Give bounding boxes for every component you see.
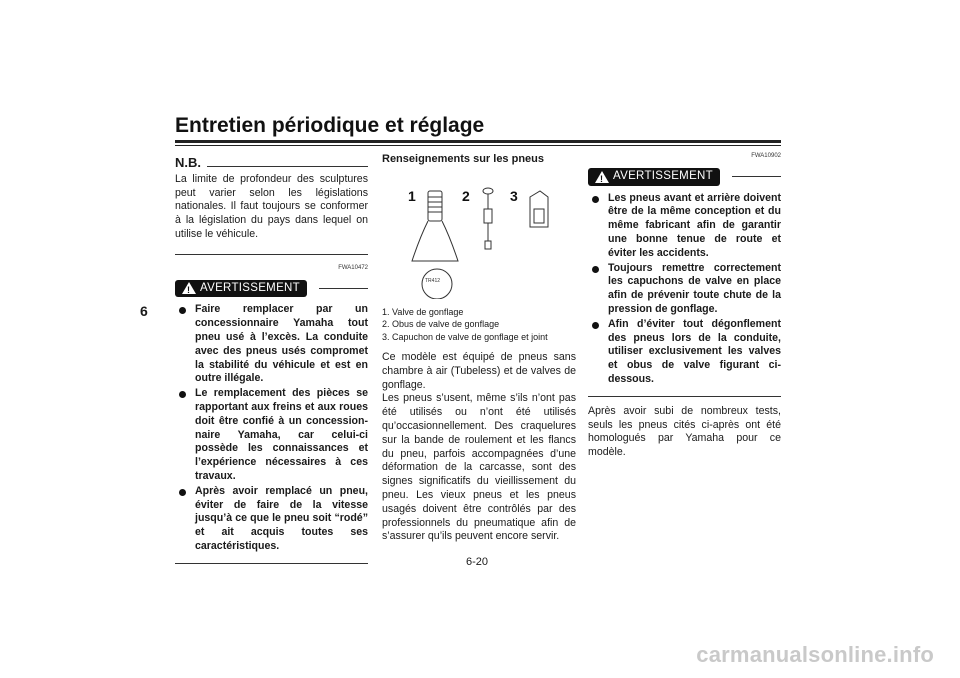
warning-list xyxy=(175,303,368,553)
warning-label: AVERTISSEMENT xyxy=(200,281,300,294)
warning-rule xyxy=(319,288,368,289)
figure-number-1: 1 xyxy=(408,187,416,204)
figure-number-2: 2 xyxy=(462,187,470,204)
warning-code: FWA10902 xyxy=(751,153,781,159)
page-title: Entretien périodique et réglage xyxy=(175,114,485,137)
warning-triangle-icon xyxy=(595,171,609,183)
list-item: Les pneus avant et arrière doivent être de la même conception et du même fabricant afin de garantir une bonne tenue de route et éviter les accidents. xyxy=(588,192,781,261)
tire-paragraph-2: Les pneus s’usent, même s’ils n’ont pas été utilisés ou n’ont été utilisés qu’occasionnellement. Des craquelures sur la bande de roulement et les flancs du pneu, parfois accompagnées d’une déformation de la carcasse, sont des signes significatifs du vieillissement du pneu. Les vieux pneus et les pneus usagés doivent être contrôlés par des professionnels du pneumatique afin de s’assurer qu’ils peuvent encore servir. xyxy=(382,392,576,543)
nb-label: N.B. xyxy=(175,155,201,170)
section-title: Renseignements sur les pneus xyxy=(382,153,544,165)
legend-item: 2. Obus de valve de gonflage xyxy=(382,319,500,330)
nb-heading xyxy=(175,156,368,170)
legend-item: 1. Valve de gonflage xyxy=(382,306,464,317)
valve-cap-marking: TR412 xyxy=(425,277,441,284)
list-item: Faire remplacer par un concessionnaire Yamaha tout pneu usé à l’excès. La conduite avec des pneus usés compromet la stabilité du véhicule et est en outre illégale. xyxy=(175,303,368,386)
warning-list xyxy=(588,192,781,387)
warning-label: AVERTISSEMENT xyxy=(613,169,713,182)
page-number: 6-20 xyxy=(466,556,489,568)
warning-badge xyxy=(175,280,307,298)
valve-cap-icon xyxy=(530,191,548,227)
title-rule xyxy=(175,140,781,143)
legend-item: 3. Capuchon de valve de gonflage et joint xyxy=(382,331,548,342)
warning-code: FWA10472 xyxy=(338,264,368,271)
valve-core-icon xyxy=(483,188,493,249)
tire-paragraph-1: Ce modèle est équipé de pneus sans chambre à air (Tubeless) et de valves de gonflage. xyxy=(382,351,576,391)
left-column xyxy=(175,156,368,564)
valve-icon xyxy=(412,191,458,261)
warning-end-rule xyxy=(588,396,781,397)
valve-figure xyxy=(382,171,576,299)
list-item: Toujours remettre correctement les capuchons de valve en place afin de prévenir toute chute de la pression de gonflage. xyxy=(588,262,781,317)
warning-end-rule xyxy=(175,563,368,564)
valve-cap-top-icon xyxy=(422,269,452,299)
middle-column xyxy=(382,153,576,544)
nb-end-rule xyxy=(175,254,368,255)
figure-number-3: 3 xyxy=(510,187,518,204)
warning-rule xyxy=(732,176,781,177)
figure-legend xyxy=(382,306,576,344)
warning-header xyxy=(588,168,781,186)
nb-rule xyxy=(207,166,368,167)
warning-header xyxy=(175,280,368,298)
list-item: Après avoir remplacé un pneu, éviter de faire de la vitesse jusqu’à ce que le pneu soit “rodé” et ait acquis toutes ses caractéristiques. xyxy=(175,485,368,554)
list-item: Afin d’éviter tout dégonflement des pneus lors de la conduite, utiliser exclusivement les valves et obus de valve figurant ci-dessous. xyxy=(588,318,781,387)
watermark: carmanualsonline.info xyxy=(696,642,934,667)
right-column xyxy=(588,144,781,460)
approval-text: Après avoir subi de nombreux tests, seuls les pneus cités ci-après ont été homologués par Yamaha pour ce modèle. xyxy=(588,404,781,459)
warning-triangle-icon xyxy=(182,282,196,294)
warning-badge xyxy=(588,168,720,186)
chapter-number: 6 xyxy=(140,303,148,319)
list-item: Le remplacement des pièces se rapportant aux freins et aux roues doit être confié à un concessionnaire Yamaha, car celui-ci possède les connaissances et l’expérience nécessaires à ces travaux. xyxy=(175,387,368,484)
nb-text: La limite de profondeur des sculptures peut varier selon les législations nationales. Il faut toujours se conformer à la législation du pays dans lequel on utilise le véhicule. xyxy=(175,172,368,240)
